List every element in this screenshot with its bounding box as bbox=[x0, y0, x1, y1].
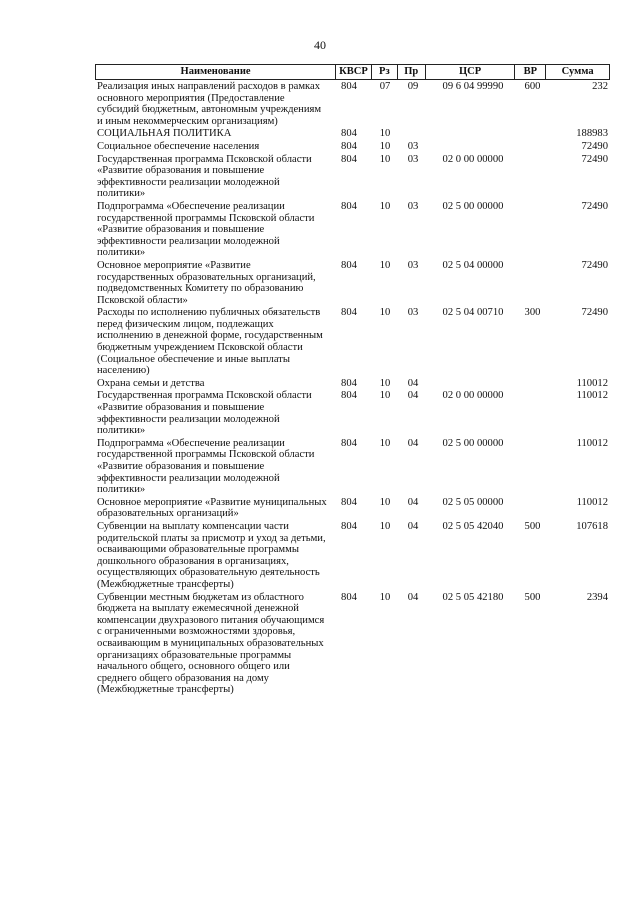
cell-name: Основное мероприятие «Развитие государственных образовательных организаций, подведомственных Комитету по образованию Псковской области» bbox=[97, 259, 316, 306]
cell-pr: 04 bbox=[407, 520, 419, 532]
header-csr: ЦСР bbox=[425, 65, 515, 79]
cell-pr: 03 bbox=[407, 153, 419, 165]
cell-sum: 72490 bbox=[581, 140, 608, 152]
header-rz: Рз bbox=[371, 65, 397, 79]
cell-csr bbox=[425, 378, 515, 390]
cell-vr bbox=[515, 154, 546, 200]
cell-csr: 02 5 05 42040 bbox=[442, 520, 504, 532]
cell-csr bbox=[425, 141, 515, 153]
table-row bbox=[95, 259, 610, 306]
table-row bbox=[95, 80, 610, 127]
cell-kvsr: 804 bbox=[341, 591, 357, 603]
cell-kvsr: 804 bbox=[341, 140, 357, 152]
cell-rz: 10 bbox=[379, 496, 391, 508]
table-row bbox=[95, 389, 610, 436]
cell-rz: 07 bbox=[379, 81, 391, 92]
cell-vr: 500 bbox=[524, 591, 541, 603]
cell-vr bbox=[515, 390, 546, 436]
table-row bbox=[95, 127, 610, 140]
cell-sum: 72490 bbox=[581, 259, 608, 271]
cell-kvsr: 804 bbox=[341, 128, 357, 140]
table-row bbox=[95, 200, 610, 259]
header-pr: Пр bbox=[397, 65, 425, 79]
cell-pr bbox=[397, 128, 425, 140]
cell-sum: 232 bbox=[592, 81, 608, 92]
cell-csr: 02 0 00 00000 bbox=[442, 153, 504, 165]
cell-pr: 03 bbox=[407, 200, 419, 212]
cell-kvsr: 804 bbox=[341, 259, 357, 271]
header-vr: ВР bbox=[514, 65, 545, 79]
table-row bbox=[95, 377, 610, 390]
cell-csr: 02 0 00 00000 bbox=[442, 390, 504, 402]
cell-name: Реализация иных направлений расходов в рамках основного мероприятия (Предоставление субсидий бюджетным, автономным учреждениям и иным некоммерческим организациям) bbox=[97, 81, 322, 127]
page-number: 40 bbox=[314, 38, 326, 52]
cell-name: Субвенции на выплату компенсации части родительской платы за присмотр и уход за детьми, осваивающими образовательные программы дошкольного образования в организациях, осуществляющих образовательную деятельность (Межбюджетные трансферты) bbox=[97, 520, 326, 590]
cell-kvsr: 804 bbox=[341, 437, 357, 449]
cell-rz: 10 bbox=[379, 307, 391, 319]
cell-name: Государственная программа Псковской области «Развитие образования и повышение эффективности реализации молодежной политики» bbox=[97, 153, 312, 200]
cell-pr: 04 bbox=[407, 377, 419, 389]
table-row bbox=[95, 520, 610, 591]
cell-sum: 107618 bbox=[576, 520, 608, 532]
table-header bbox=[95, 64, 610, 80]
cell-sum: 110012 bbox=[576, 390, 608, 402]
cell-sum: 110012 bbox=[576, 496, 608, 508]
cell-csr bbox=[425, 128, 515, 140]
cell-rz: 10 bbox=[379, 377, 391, 389]
cell-csr: 02 5 04 00710 bbox=[442, 307, 504, 319]
cell-sum: 72490 bbox=[581, 200, 608, 212]
cell-rz: 10 bbox=[379, 259, 391, 271]
cell-pr: 09 bbox=[407, 81, 419, 92]
cell-name: Социальное обеспечение населения bbox=[97, 140, 260, 152]
cell-vr bbox=[515, 497, 546, 520]
cell-rz: 10 bbox=[379, 200, 391, 212]
cell-vr: 500 bbox=[524, 520, 541, 532]
cell-name: Основное мероприятие «Развитие муниципальных образовательных организаций» bbox=[97, 496, 327, 520]
cell-csr: 02 5 05 42180 bbox=[442, 591, 504, 603]
cell-rz: 10 bbox=[379, 128, 391, 140]
cell-kvsr: 804 bbox=[341, 390, 357, 402]
cell-pr: 03 bbox=[407, 140, 419, 152]
cell-name: СОЦИАЛЬНАЯ ПОЛИТИКА bbox=[97, 128, 232, 140]
cell-name: Субвенции местным бюджетам из областного бюджета на выплату ежемесячной денежной компенсации двухразового питания обучающимся с ограниченными возможностями здоровья, осваивающим в муниципальных образовательных организациях образовательные программы начального общего, основного общего или среднего общего образования на дому (Межбюджетные трансферты) bbox=[97, 591, 325, 696]
cell-csr: 02 5 00 00000 bbox=[442, 200, 504, 212]
header-sum: Сумма bbox=[545, 65, 609, 79]
cell-pr: 03 bbox=[407, 307, 419, 319]
cell-pr: 03 bbox=[407, 259, 419, 271]
cell-sum: 188983 bbox=[576, 128, 608, 140]
cell-rz: 10 bbox=[379, 153, 391, 165]
cell-name: Охрана семьи и детства bbox=[97, 377, 205, 389]
cell-vr: 300 bbox=[524, 307, 541, 319]
table-row bbox=[95, 437, 610, 496]
cell-vr: 600 bbox=[524, 81, 541, 92]
table-row bbox=[95, 306, 610, 377]
cell-pr: 04 bbox=[407, 390, 419, 402]
cell-rz: 10 bbox=[379, 437, 391, 449]
cell-kvsr: 804 bbox=[341, 81, 357, 92]
cell-name: Подпрограмма «Обеспечение реализации государственной программы Псковской области «Развитие образования и повышение эффективности реализации молодежной политики» bbox=[97, 437, 315, 496]
cell-pr: 04 bbox=[407, 591, 419, 603]
cell-pr: 04 bbox=[407, 496, 419, 508]
budget-table bbox=[95, 64, 610, 696]
table-row bbox=[95, 153, 610, 200]
cell-vr bbox=[515, 378, 546, 390]
cell-kvsr: 804 bbox=[341, 307, 357, 319]
cell-csr: 02 5 05 00000 bbox=[442, 496, 504, 508]
cell-csr: 02 5 04 00000 bbox=[442, 259, 504, 271]
cell-name: Расходы по исполнению публичных обязательств перед физическим лицом, подлежащих исполнению в денежной форме, государственным бюджетным учреждением Псковской области (Социальное обеспечение и иные выплаты населению) bbox=[97, 307, 323, 377]
cell-rz: 10 bbox=[379, 390, 391, 402]
cell-pr: 04 bbox=[407, 437, 419, 449]
table-row bbox=[95, 496, 610, 520]
cell-rz: 10 bbox=[379, 520, 391, 532]
cell-vr bbox=[515, 128, 546, 140]
cell-vr bbox=[515, 260, 546, 306]
cell-kvsr: 804 bbox=[341, 520, 357, 532]
cell-rz: 10 bbox=[379, 140, 391, 152]
cell-sum: 110012 bbox=[576, 377, 608, 389]
cell-kvsr: 804 bbox=[341, 200, 357, 212]
cell-kvsr: 804 bbox=[341, 153, 357, 165]
cell-sum: 72490 bbox=[581, 307, 608, 319]
cell-kvsr: 804 bbox=[341, 496, 357, 508]
cell-kvsr: 804 bbox=[341, 377, 357, 389]
header-name: Наименование bbox=[180, 66, 251, 77]
cell-rz: 10 bbox=[379, 591, 391, 603]
cell-name: Государственная программа Псковской области «Развитие образования и повышение эффективности реализации молодежной политики» bbox=[97, 390, 312, 437]
cell-csr: 02 5 00 00000 bbox=[442, 437, 504, 449]
header-kvsr: КВСР bbox=[335, 65, 371, 79]
table-row bbox=[95, 591, 610, 696]
cell-csr: 09 6 04 99990 bbox=[442, 81, 504, 92]
cell-vr bbox=[515, 141, 546, 153]
cell-vr bbox=[515, 201, 546, 259]
table-row bbox=[95, 140, 610, 153]
table-body bbox=[95, 80, 610, 696]
cell-name: Подпрограмма «Обеспечение реализации государственной программы Псковской области «Развитие образования и повышение эффективности реализации молодежной политики» bbox=[97, 200, 315, 259]
cell-vr bbox=[515, 438, 546, 496]
cell-sum: 2394 bbox=[586, 591, 608, 603]
cell-sum: 72490 bbox=[581, 153, 608, 165]
cell-sum: 110012 bbox=[576, 437, 608, 449]
